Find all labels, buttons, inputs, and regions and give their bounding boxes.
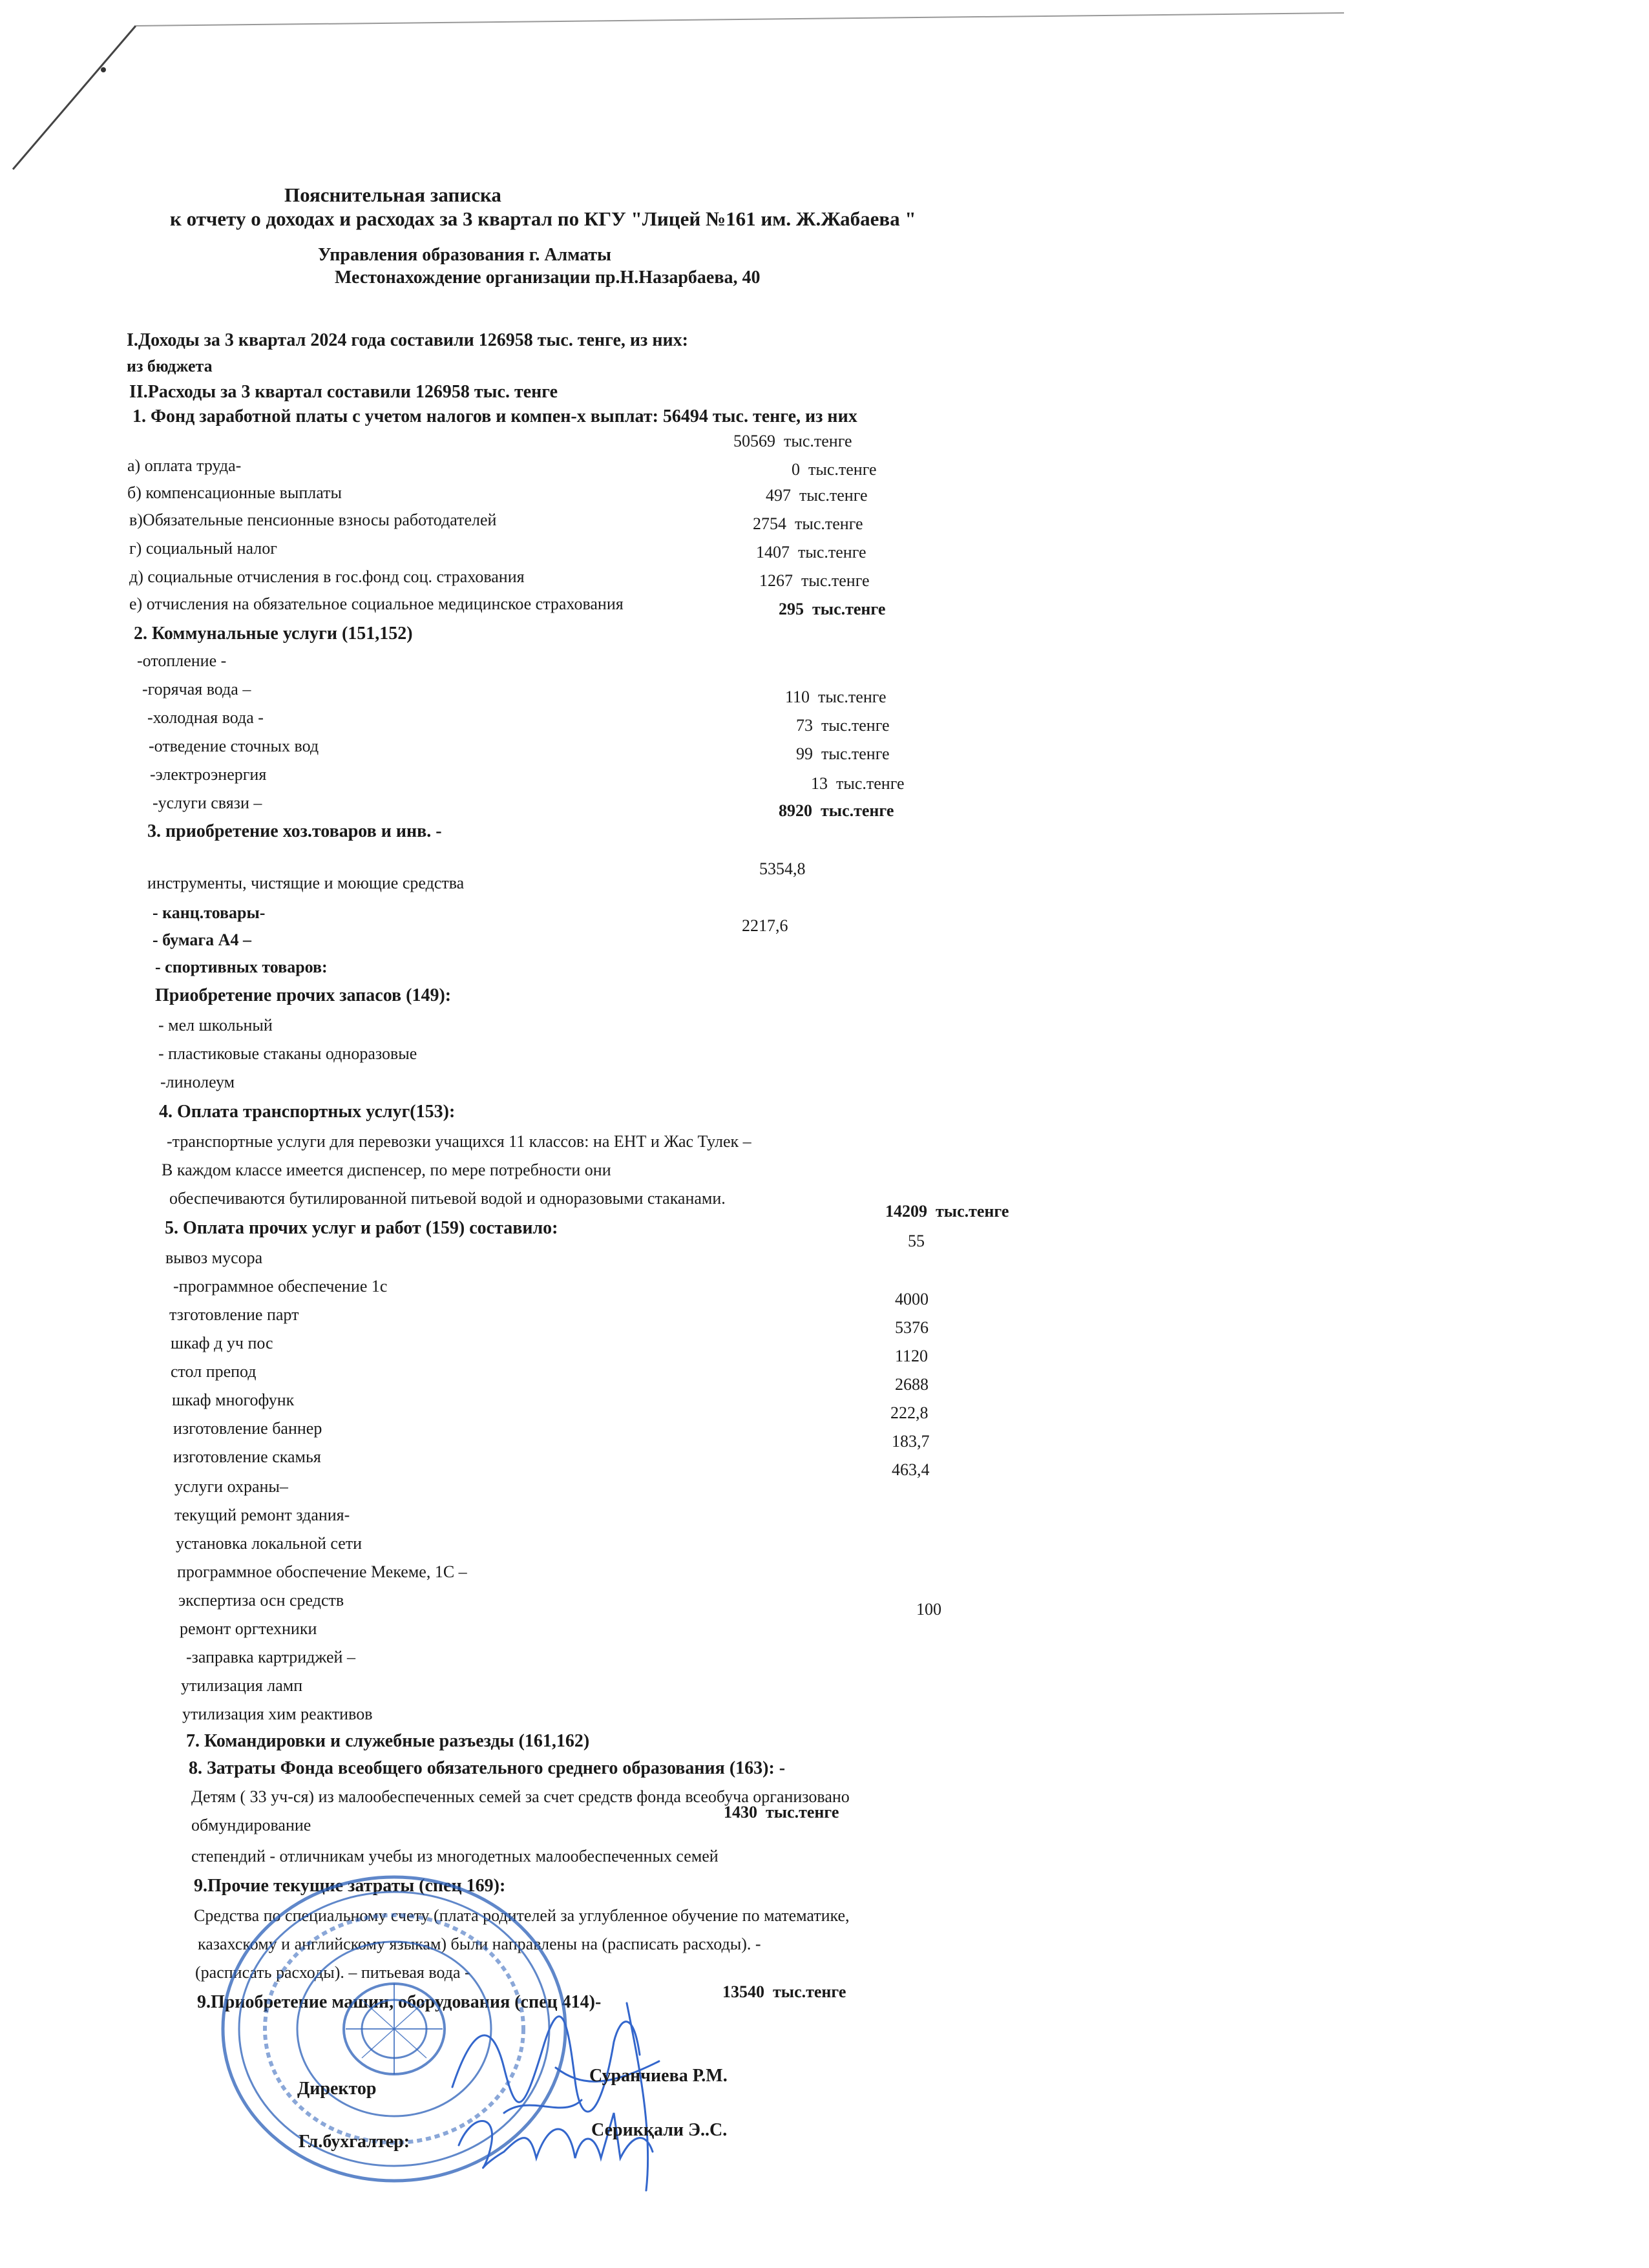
wage-fund-title: 1. Фонд заработной платы с учетом налогов и компен-х выплат: 56494 тыс. тенге, из них (132, 406, 857, 426)
service-label: ремонт оргтехники (180, 1619, 317, 1638)
goods-sport: - спортивных товаров: (155, 958, 328, 976)
service-value: 100 (916, 1600, 941, 1619)
service-label: -программное обеспечение 1с (173, 1277, 388, 1296)
wage-item-label: б) компенсационные выплаты (127, 483, 342, 502)
goods-other-title: Приобретение прочих запасов (149): (155, 985, 452, 1005)
goods-chalk: - мел школьный (158, 1016, 273, 1034)
service-label: изготовление скамья (173, 1447, 321, 1466)
wage-item-label: а) оплата труда- (127, 456, 242, 475)
page-title: Пояснительная записка (284, 184, 501, 206)
service-label: шкаф многофунк (172, 1391, 295, 1409)
utility-item-value: 99 тыс.тенге (796, 744, 890, 763)
wage-item-value: 1407 тыс.тенге (756, 543, 867, 562)
wage-item-label: в)Обязательные пенсионные взносы работодателей (129, 510, 497, 529)
wage-item-label: е) отчисления на обязательное социальное медицинское страхования (129, 594, 624, 613)
director-name: Суранчиева Р.М. (589, 2066, 728, 2086)
wage-item-value: 295 тыс.тенге (779, 600, 886, 618)
trips-title: 7. Командировки и служебные разъезды (161,162) (186, 1731, 590, 1751)
goods-value-2: 2217,6 (742, 916, 788, 935)
service-label: изготовление баннер (173, 1419, 322, 1438)
goods-value-1: 5354,8 (759, 859, 806, 878)
wage-item-value: 497 тыс.тенге (766, 486, 868, 505)
other-line-3: (расписать расходы). – питьевая вода - (195, 1963, 470, 1982)
wage-item-value: 1267 тыс.тенге (759, 571, 870, 590)
other-line-2: казахскому и английскому языкам) были направлены на (расписать расходы). - (198, 1935, 761, 1953)
utility-item-label: -отопление - (137, 651, 227, 670)
transport-line-3: обеспечиваются бутилированной питьевой водой и одноразовыми стаканами. (169, 1189, 726, 1208)
service-value: 4000 (895, 1290, 929, 1308)
page-subtitle: к отчету о доходах и расходах за 3 квартал по КГУ "Лицей №161 им. Ж.Жабаева " (170, 207, 916, 230)
fund-value: 1430 тыс.тенге (724, 1803, 839, 1822)
wage-item-label: г) социальный налог (129, 539, 277, 558)
service-value: 5376 (895, 1318, 929, 1337)
services-title: 5. Оплата прочих услуг и работ (159) составило: (165, 1218, 558, 1238)
service-value: 2688 (895, 1375, 929, 1394)
other-title: 9.Прочие текущие затраты (спец 169): (194, 1876, 506, 1896)
income-line: I.Доходы за 3 квартал 2024 года составили 126958 тыс. тенге, из них: (127, 330, 688, 350)
wage-item-value: 0 тыс.тенге (792, 460, 877, 479)
goods-office: - канц.товары- (152, 903, 266, 922)
utility-item-label: -отведение сточных вод (149, 737, 319, 755)
service-value: 222,8 (890, 1403, 929, 1422)
service-label: утилизация хим реактивов (182, 1705, 373, 1723)
goods-title: 3. приобретение хоз.товаров и инв. - (147, 821, 442, 841)
utility-item-value: 13 тыс.тенге (811, 774, 905, 793)
utility-item-label: -электроэнергия (150, 765, 267, 784)
accountant-name: Серикқали Э..С. (591, 2120, 728, 2140)
service-value: 463,4 (892, 1460, 930, 1479)
expenses-line: II.Расходы за 3 квартал составили 126958 тыс. тенге (129, 382, 558, 402)
wage-total-value: 50569 тыс.тенге (733, 432, 852, 450)
transport-line-2: В каждом классе имеется диспенсер, по мере потребности они (162, 1160, 611, 1179)
utility-item-label: -холодная вода - (147, 708, 264, 727)
service-label: экспертиза осн средств (178, 1591, 344, 1610)
service-label: стол препод (171, 1362, 257, 1381)
goods-cups: - пластиковые стаканы одноразовые (158, 1044, 417, 1063)
fund-line-2: обмундирование (191, 1816, 311, 1834)
income-source: из бюджета (127, 357, 213, 375)
fund-title: 8. Затраты Фонда всеобщего обязательного среднего образования (163): - (189, 1758, 786, 1778)
utility-item-value: 73 тыс.тенге (796, 716, 890, 735)
transport-title: 4. Оплата транспортных услуг(153): (159, 1102, 456, 1122)
machines-value: 13540 тыс.тенге (722, 1982, 846, 2001)
utility-item-label: -услуги связи – (152, 793, 262, 812)
machines-title: 9.Приобретение машин, оборудования (спец 414)- (197, 1992, 602, 2012)
other-line-1: Средства по специальному счету (плата родителей за углубленное обучение по математике, (194, 1906, 850, 1925)
service-label: шкаф д уч пос (171, 1334, 273, 1352)
service-label: услуги охраны– (174, 1477, 288, 1496)
goods-tools: инструменты, чистящие и моющие средства (147, 874, 465, 892)
management-line: Управления образования г. Алматы (318, 245, 612, 265)
transport-line-1: -транспортные услуги для перевозки учащихся 11 классов: на ЕНТ и Жас Тулек – (167, 1132, 751, 1151)
utilities-title: 2. Коммунальные услуги (151,152) (134, 624, 413, 644)
director-label: Директор (297, 2079, 377, 2099)
service-label: текущий ремонт здания- (174, 1506, 350, 1524)
utility-item-value: 110 тыс.тенге (785, 688, 887, 706)
accountant-label: Гл.бухгалтер: (299, 2132, 410, 2152)
service-label: утилизация ламп (181, 1676, 303, 1695)
service-label: -заправка картриджей – (186, 1648, 355, 1666)
service-label: тзготовление парт (169, 1305, 299, 1324)
wage-item-value: 2754 тыс.тенге (753, 514, 863, 533)
goods-linoleum: -линолеум (160, 1073, 235, 1091)
service-value: 183,7 (892, 1432, 930, 1451)
service-value: 55 (908, 1232, 925, 1250)
fund-line-3: степендий - отличникам учебы из многодетных малообеспеченных семей (191, 1847, 719, 1865)
goods-paper: - бумага А4 – (152, 930, 251, 949)
fund-line-1: Детям ( 33 уч-ся) из малообеспеченных семей за счет средств фонда всеобуча организовано (191, 1787, 850, 1806)
service-value: 1120 (895, 1347, 929, 1365)
utility-item-value: 8920 тыс.тенге (779, 801, 894, 820)
transport-value: 14209 тыс.тенге (885, 1202, 1009, 1221)
service-label: установка локальной сети (176, 1534, 362, 1553)
wage-item-label: д) социальные отчисления в гос.фонд соц. страхования (129, 567, 525, 586)
location-line: Местонахождение организации пр.Н.Назарбаева, 40 (335, 268, 761, 288)
service-label: программное обоспечение Мекеме, 1С – (177, 1562, 467, 1581)
utility-item-label: -горячая вода – (142, 680, 251, 698)
service-label: вывоз мусора (165, 1248, 263, 1267)
